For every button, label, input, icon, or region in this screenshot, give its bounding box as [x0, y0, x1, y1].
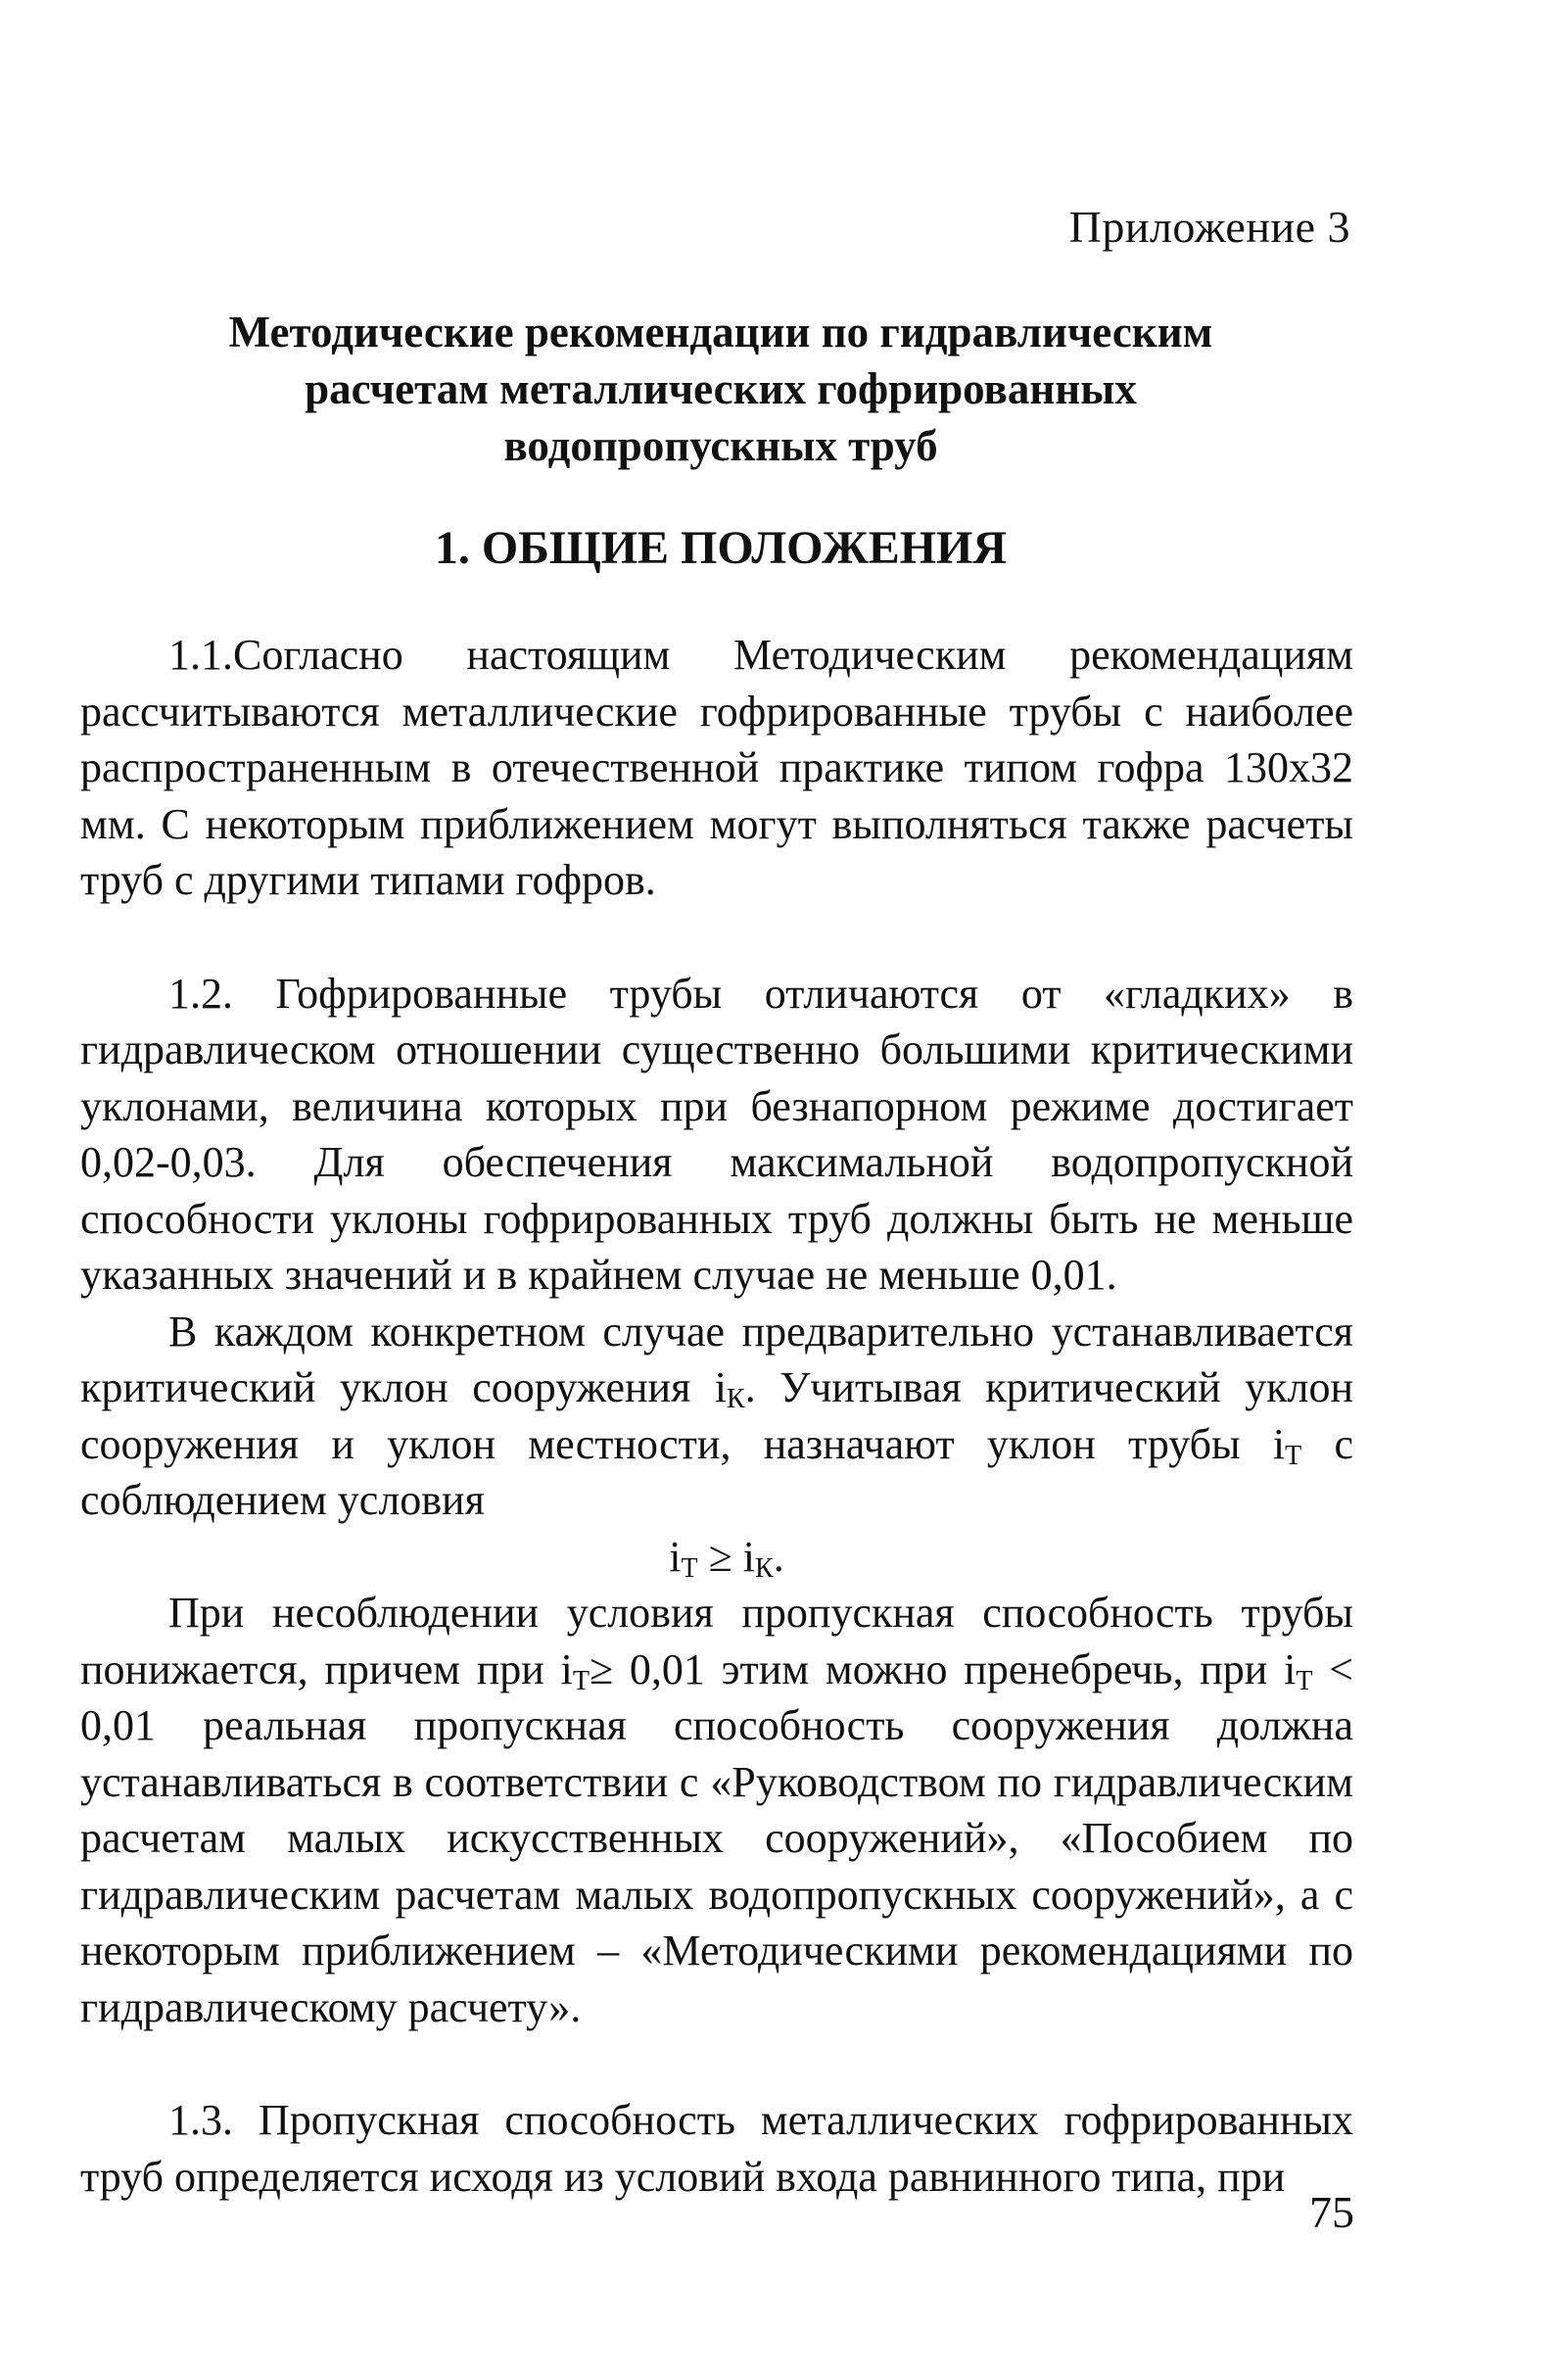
document-title [0, 304, 1441, 474]
section-heading: 1. ОБЩИЕ ПОЛОЖЕНИЯ [434, 522, 1008, 574]
paragraph-critical-slope: В каждом конкретном случае предварительно устанавливается критический уклон сооружения $i_К$. Учитывая критический уклон сооружения и уклон местности, назначают уклон трубы $i_Т$ с соблюдением условия [80, 1307, 1353, 1524]
paragraph-1-1: 1.1.Согласно настоящим Методическим рекомендациям рассчитываются металлические гофрированные трубы с наиболее распространенным в отечественной практике типом гофра 130х32 мм. С некоторым приближением могут выполняться также расчеты труб с другими типами гофров. [80, 631, 1353, 904]
body-text [80, 627, 1353, 2205]
page-number: 75 [1309, 2187, 1354, 2237]
paragraph-1-3: 1.3. Пропускная способность металлических гофрированных труб определяется исходя из условий входа равнинного типа, при [80, 2096, 1353, 2201]
appendix-label: Приложение 3 [1068, 202, 1350, 252]
paragraph-1-2: 1.2. Гофрированные трубы отличаются от «гладких» в гидравлическом отношении существенно большими критическими уклонами, величина которых при безнапорном режиме достигает 0,02-0,03. Для обеспечения максимальной водопропускной способности уклоны гофрированных труб должны быть не меньше указанных значений и в крайнем случае не меньше 0,01. [80, 969, 1353, 1299]
title-line-2: расчетам металлических гофрированных [305, 364, 1137, 413]
title-line-1: Методические рекомендации по гидравлическим [228, 308, 1213, 357]
paragraph-nonobservance: При несоблюдении условия пропускная способность трубы понижается, причем при $i_Т\ge 0,01$ этим можно пренебречь, при $i_Т < 0,01$ реальная пропускная способность сооружения должна устанавливаться в соответствии с «Руководством по гидравлическим расчетам малых искусственных сооружений», «Пособием по гидравлическим расчетам малых водопропускных сооружений», а с некоторым приближением – «Методическими рекомендациями по гидравлическому расчету». [80, 1589, 1353, 2031]
slope-condition-formula: $i_Т \ge i_К$. [669, 1532, 784, 1584]
title-line-3: водопропускных труб [503, 421, 938, 470]
